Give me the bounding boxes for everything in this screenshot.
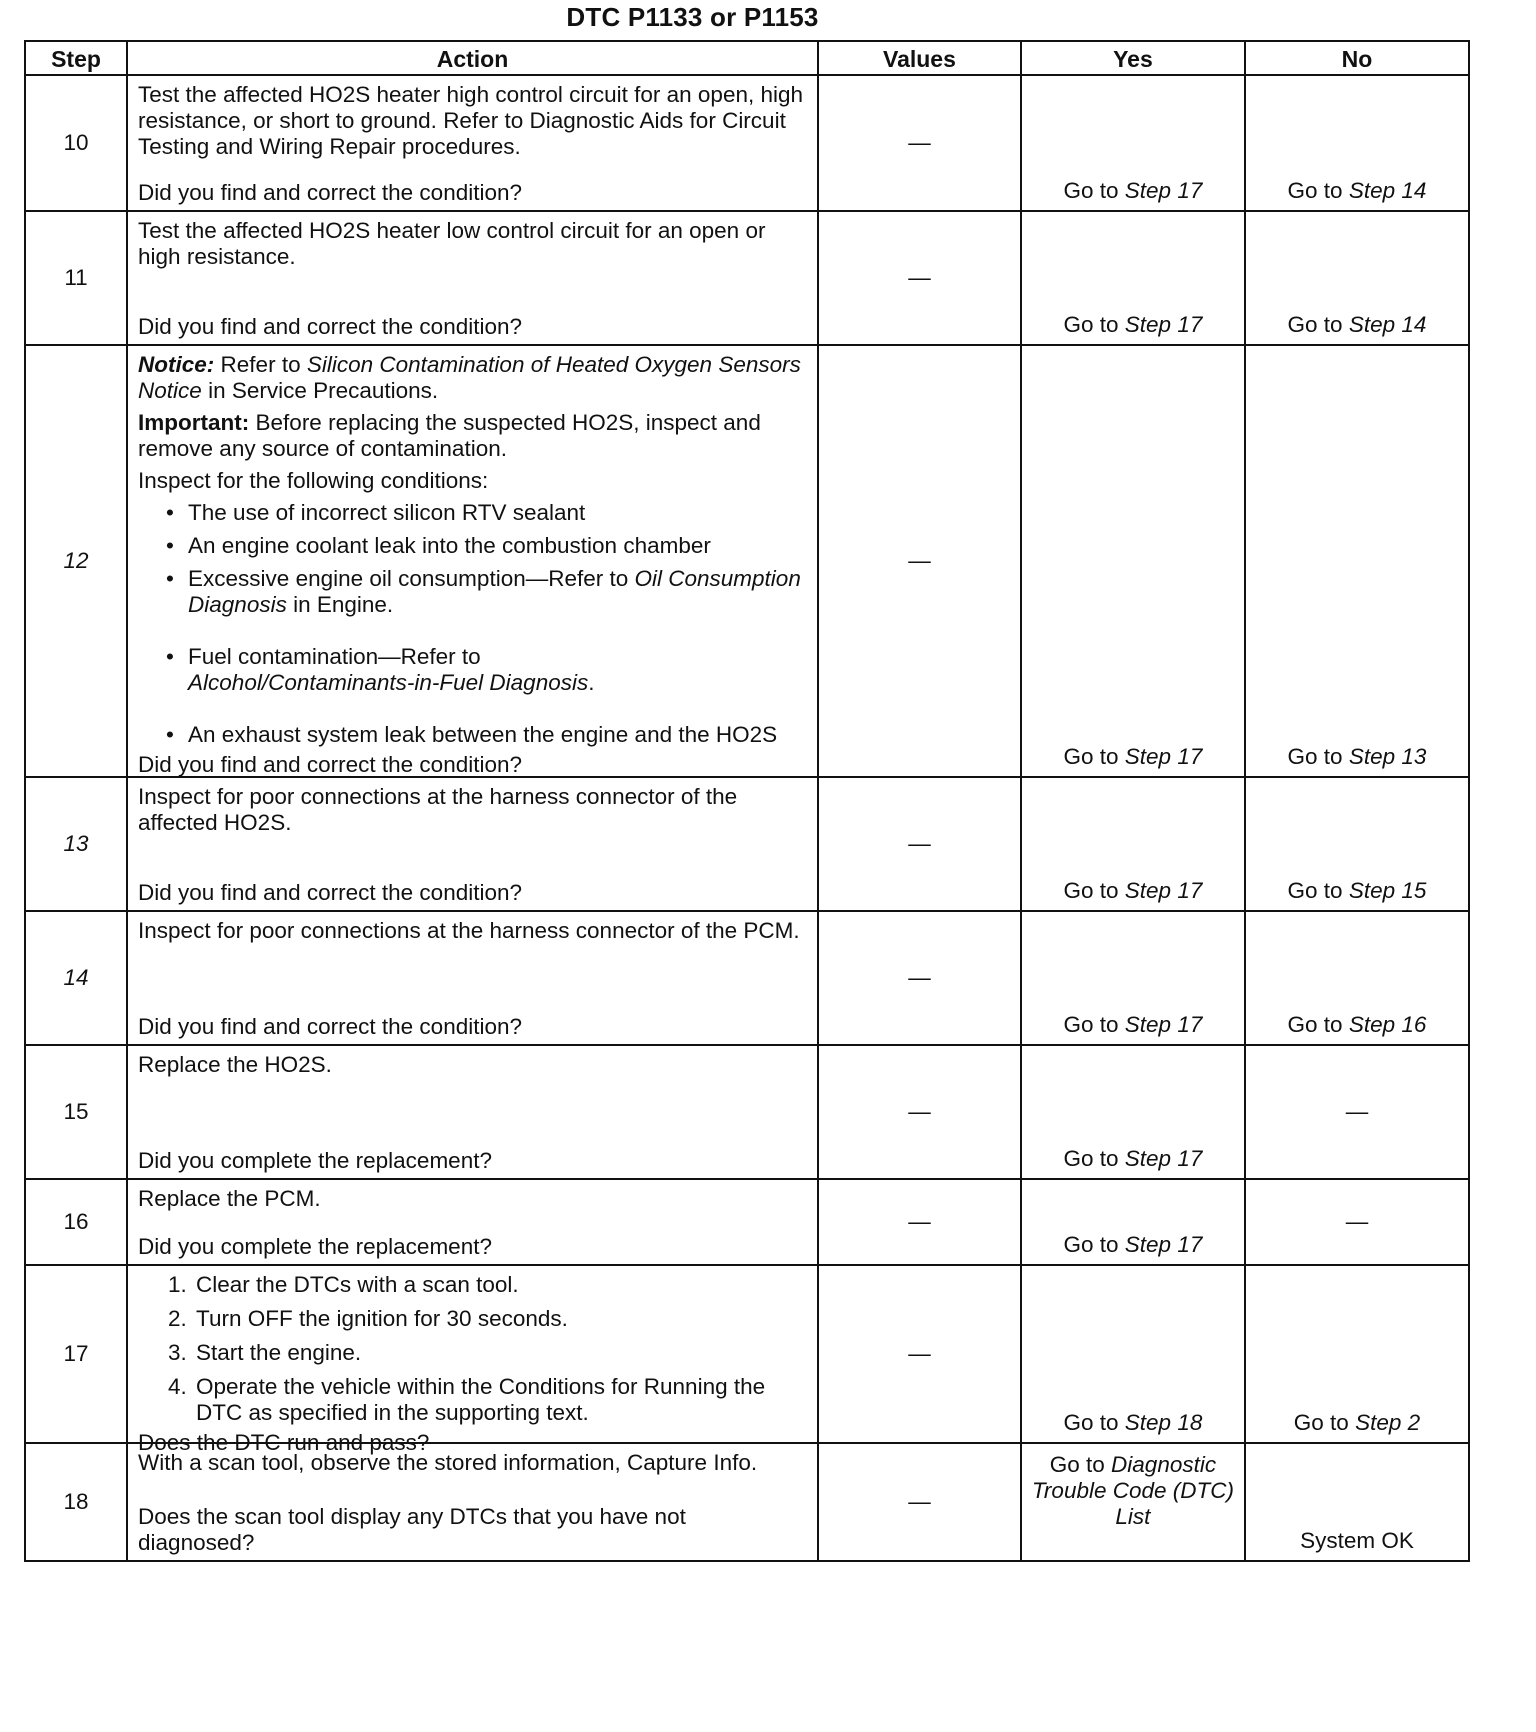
values-cell: —: [818, 75, 1021, 211]
header-values: Values: [818, 41, 1021, 75]
no-prefix: Go to: [1287, 878, 1349, 903]
yes-prefix: Go to: [1063, 1146, 1125, 1171]
table-row: [25, 1443, 1469, 1561]
bullet-text-post: in Engine.: [286, 592, 394, 617]
yes-cell: [1021, 1045, 1245, 1179]
yes-prefix: Go to: [1063, 312, 1125, 337]
values-cell: —: [818, 345, 1021, 777]
no-step-link: Step 14: [1348, 312, 1427, 337]
values-cell: —: [818, 1443, 1021, 1561]
step-number: 18: [25, 1443, 127, 1561]
yes-step-link: Step 17: [1124, 178, 1203, 203]
list-number: 2.: [168, 1306, 187, 1331]
step-number: 15: [25, 1045, 127, 1179]
procedure-list: [138, 1272, 807, 1426]
page-title: DTC P1133 or P1153: [566, 2, 819, 32]
action-cell: [127, 1265, 818, 1455]
step-number: 16: [25, 1179, 127, 1265]
values-cell: —: [818, 1265, 1021, 1443]
no-step-link: Step 15: [1348, 878, 1427, 903]
table-row: [25, 345, 1469, 777]
yes-prefix: Go to: [1063, 1410, 1125, 1435]
values-cell: —: [818, 1179, 1021, 1265]
values-cell: —: [818, 211, 1021, 345]
action-question: Did you find and correct the condition?: [138, 314, 523, 339]
inspect-intro: Inspect for the following conditions:: [138, 468, 489, 493]
yes-cell: [1021, 1179, 1245, 1265]
no-prefix: Go to: [1287, 312, 1349, 337]
table-row: [25, 211, 1469, 345]
yes-prefix: Go to: [1049, 1452, 1112, 1477]
table-row: [25, 75, 1469, 211]
list-item: [168, 1306, 807, 1332]
notice-post: in Service Precautions.: [201, 378, 439, 403]
no-prefix: Go to: [1287, 178, 1349, 203]
no-prefix: Go to: [1293, 1410, 1356, 1435]
no-cell: —: [1245, 1179, 1469, 1265]
notice-reference: Silicon Contamination of Heated Oxygen Sensors Notice: [138, 352, 801, 403]
header-no: No: [1245, 41, 1469, 75]
step-number: 12: [25, 345, 127, 777]
list-item: [168, 1374, 807, 1426]
notice-label: Notice:: [138, 352, 215, 377]
important-label: Important:: [138, 410, 250, 435]
yes-cell: [1021, 345, 1245, 777]
action-cell: [127, 211, 818, 345]
yes-step-link: Step 17: [1124, 312, 1203, 337]
action-cell: [127, 1045, 818, 1179]
yes-prefix: Go to: [1063, 744, 1125, 769]
list-text: Operate the vehicle within the Conditions for Running the DTC as specified in the supporting text.: [196, 1374, 766, 1425]
list-item: • The use of incorrect silicon RTV sealant: [174, 500, 807, 526]
no-cell: [1245, 345, 1469, 777]
no-cell: [1245, 211, 1469, 345]
step-number: 10: [25, 75, 127, 211]
action-cell: [127, 75, 818, 211]
table-row: [25, 1265, 1469, 1443]
action-question: Did you complete the replacement?: [138, 1234, 492, 1259]
no-step-link: Step 13: [1348, 744, 1427, 769]
action-cell: [127, 1443, 818, 1561]
values-cell: —: [818, 911, 1021, 1045]
list-item: [174, 644, 807, 696]
step-number: 13: [25, 777, 127, 911]
yes-cell: [1021, 75, 1245, 211]
yes-cell: [1021, 211, 1245, 345]
list-item: • An exhaust system leak between the engine and the HO2S: [174, 722, 807, 748]
table-row: [25, 777, 1469, 911]
action-cell: [127, 1179, 818, 1265]
action-question: Did you find and correct the condition?: [138, 1014, 523, 1039]
header-step: Step: [25, 41, 127, 75]
header-action: Action: [127, 41, 818, 75]
bullet-text: Fuel contamination—Refer to: [188, 644, 481, 669]
no-cell: System OK: [1245, 1443, 1469, 1561]
condition-list: [138, 500, 807, 748]
table-header-row: [25, 41, 1469, 75]
action-text: Test the affected HO2S heater high control circuit for an open, high resistance, or short to ground. Refer to Diagnostic Aids for Circuit Testing and Wiring Repair procedures.: [138, 82, 804, 159]
bullet-text: Excessive engine oil consumption—Refer to: [188, 566, 635, 591]
action-question: Did you find and correct the condition?: [138, 880, 523, 905]
no-prefix: Go to: [1287, 1012, 1349, 1037]
no-cell: [1245, 911, 1469, 1045]
no-step-link: Step 2: [1355, 1410, 1421, 1435]
yes-prefix: Go to: [1063, 878, 1125, 903]
important-text: Before replacing the suspected HO2S, inspect and remove any source of contamination.: [138, 410, 761, 461]
yes-prefix: Go to: [1063, 1012, 1125, 1037]
diagnostic-table: [24, 40, 1470, 1562]
yes-step-link: Step 18: [1124, 1410, 1203, 1435]
list-number: 3.: [168, 1340, 187, 1365]
step-number: 11: [25, 211, 127, 345]
bullet-text-post: .: [588, 670, 595, 695]
yes-cell: [1021, 1265, 1245, 1443]
action-text: Replace the HO2S.: [138, 1052, 332, 1077]
no-prefix: Go to: [1287, 744, 1349, 769]
list-number: 1.: [168, 1272, 187, 1297]
yes-step-link: Step 17: [1124, 1232, 1203, 1257]
yes-step-link: Diagnostic Trouble Code (DTC) List: [1031, 1452, 1234, 1529]
action-question: Did you complete the replacement?: [138, 1148, 492, 1173]
action-cell: [127, 911, 818, 1045]
action-text: Inspect for poor connections at the harness connector of the PCM.: [138, 918, 800, 943]
action-cell: [127, 777, 818, 911]
yes-step-link: Step 17: [1124, 1146, 1203, 1171]
yes-step-link: Step 17: [1124, 744, 1203, 769]
list-text: Clear the DTCs with a scan tool.: [196, 1272, 519, 1297]
action-text: With a scan tool, observe the stored information, Capture Info.: [138, 1450, 758, 1475]
step-number: 17: [25, 1265, 127, 1443]
table-row: [25, 911, 1469, 1045]
yes-step-link: Step 17: [1124, 878, 1203, 903]
yes-cell: [1021, 1443, 1245, 1561]
action-text: Inspect for poor connections at the harness connector of the affected HO2S.: [138, 784, 738, 835]
no-cell: [1245, 777, 1469, 911]
bullet-reference: Oil Consumption Diagnosis: [188, 566, 801, 617]
table-row: [25, 1045, 1469, 1179]
action-text: Replace the PCM.: [138, 1186, 321, 1211]
yes-cell: [1021, 777, 1245, 911]
list-item: [168, 1272, 807, 1298]
no-cell: [1245, 75, 1469, 211]
important-paragraph: [138, 410, 807, 462]
no-cell: —: [1245, 1045, 1469, 1179]
list-item: [168, 1340, 807, 1366]
notice-pre: Refer to: [214, 352, 307, 377]
values-cell: —: [818, 777, 1021, 911]
list-item: [174, 566, 807, 618]
list-text: Turn OFF the ignition for 30 seconds.: [196, 1306, 568, 1331]
action-text: Test the affected HO2S heater low control circuit for an open or high resistance.: [138, 218, 766, 269]
table-row: [25, 1179, 1469, 1265]
action-question: Does the DTC run and pass?: [138, 1430, 430, 1455]
no-step-link: Step 16: [1348, 1012, 1427, 1037]
yes-cell: [1021, 911, 1245, 1045]
yes-step-link: Step 17: [1124, 1012, 1203, 1037]
list-text: Start the engine.: [196, 1340, 362, 1365]
action-question: Did you find and correct the condition?: [138, 752, 523, 777]
notice-paragraph: [138, 352, 807, 404]
header-yes: Yes: [1021, 41, 1245, 75]
list-item: • An engine coolant leak into the combustion chamber: [174, 533, 807, 559]
list-number: 4.: [168, 1374, 187, 1399]
bullet-reference: Alcohol/Contaminants-in-Fuel Diagnosis: [188, 670, 589, 695]
yes-prefix: Go to: [1063, 178, 1125, 203]
no-step-link: Step 14: [1348, 178, 1427, 203]
action-question: Does the scan tool display any DTCs that you have not diagnosed?: [138, 1504, 686, 1555]
action-cell: [127, 345, 818, 777]
step-number: 14: [25, 911, 127, 1045]
values-cell: —: [818, 1045, 1021, 1179]
yes-prefix: Go to: [1063, 1232, 1125, 1257]
no-cell: [1245, 1265, 1469, 1443]
action-question: Did you find and correct the condition?: [138, 180, 523, 205]
